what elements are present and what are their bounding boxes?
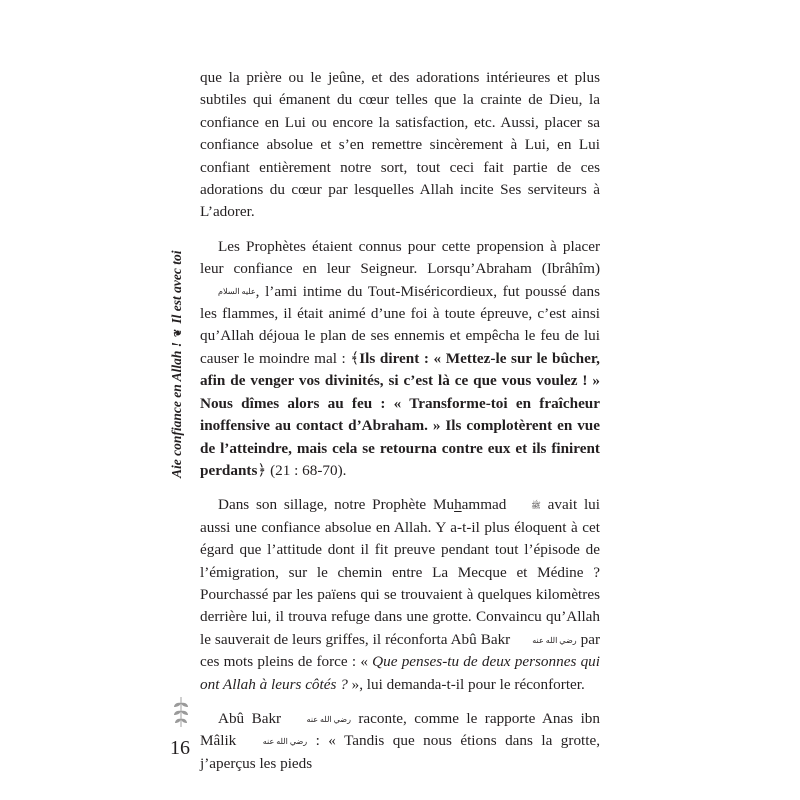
paragraph-4-text-c: : « Tandis que nous étions dans la grotte, j’aperçus les pieds [200, 732, 601, 772]
hadith-quote: Que penses-tu de deux personnes qui ont Allah à leurs côtés ? [200, 653, 600, 693]
quran-quote: Ils dirent : « Mettez-le sur le bûcher, afin de venger vos divinités, si c’est là ce que vous voulez ! » Nous dîmes alors au feu : « Transforme-toi en fraîcheur inoffensive au contact d’Abraham. » Ils complotèrent en vue de l’atteindre, mais cela se retourna contre eux et ils finirent perdants [200, 349, 600, 479]
paragraph-1: que la prière ou le jeûne, et des adorations intérieures et plus subtiles qui émanent du cœur telles que la crainte de Dieu, la confiance en Lui ou encore la satisfaction, etc. Aussi, placer sa confiance absolue et s’en remettre sincèrement à Lui, en Lui confiant entièrement notre sort, tout ceci fait partie de ces adorations du cœur par lesquelles Allah incite Ses serviteurs à L’adorer. [200, 69, 600, 221]
honorific-companion-mark: رضي الله عنه [262, 737, 308, 747]
quran-reference: (21 : 68-70). [266, 461, 347, 479]
paragraph-3-text-d: par ces mots pleins de force : « [200, 630, 601, 671]
quran-bracket-close: ﴿ [257, 461, 267, 479]
paragraph-2 [200, 236, 600, 482]
paragraph-4-text-b: raconte, comme le rapporte Anas ibn Mâlik [200, 709, 600, 750]
paragraph-2-text-a: Les Prophètes étaient connus pour cette propension à placer leur confiance en leur Seigneur. Lorsqu’Abraham (Ibrâhîm) [200, 237, 600, 278]
transliteration-underlined-h: h [454, 496, 462, 514]
paragraph-2-text-b: , l’ami intime du Tout-Miséricordieux, fut poussé dans les flammes, il était animé d’une foi à toute épreuve, c’est ainsi qu’Allah déjoua le plan de ses ennemis et empêcha le feu de lui causer le moindre mal : [200, 282, 600, 367]
paragraph-3 [200, 494, 600, 696]
page-number: 16 [170, 737, 190, 759]
page-body [200, 67, 600, 775]
paragraph-3-text-c: avait lui aussi une confiance absolue en Allah. Y a-t-il plus éloquent à cet égard que l’attitude dont il fit preuve pendant tout l’épisode de l’émigration, sur le chemin entre La Mecque et Médine ? Pourchassé par les païens qui se trouvaient à quelques kilomètres derrière lui, il trouva refuge dans une grotte. Convaincu qu’Allah le sauverait de leurs griffes, il réconforta Abû Bakr [200, 496, 600, 648]
honorific-companion-mark: رضي الله عنه [532, 635, 577, 645]
honorific-peace-mark: عليه السلام [218, 287, 256, 297]
honorific-companion-mark: رضي الله عنه [306, 714, 351, 724]
paragraph-3-text-e: », lui demanda-t-il pour le réconforter. [347, 675, 585, 693]
paragraph-4 [200, 708, 600, 775]
running-head-title-right: Il est avec toi [169, 250, 184, 324]
quran-bracket-open: ﴾ [350, 349, 360, 367]
paragraph-4-text-a: Abû Bakr [218, 709, 282, 727]
running-head [166, 228, 188, 478]
paragraph-3-text-b: ammad [461, 496, 507, 514]
fleuron-icon: ❦ [173, 328, 184, 337]
running-head-title-left: Aie confiance en Allah ! [169, 341, 184, 478]
honorific-prophet-mark: ﷺ [531, 501, 541, 511]
paragraph-3-text-a: Dans son sillage, notre Prophète Mu [218, 496, 455, 514]
leaf-ornament-icon [170, 695, 192, 729]
